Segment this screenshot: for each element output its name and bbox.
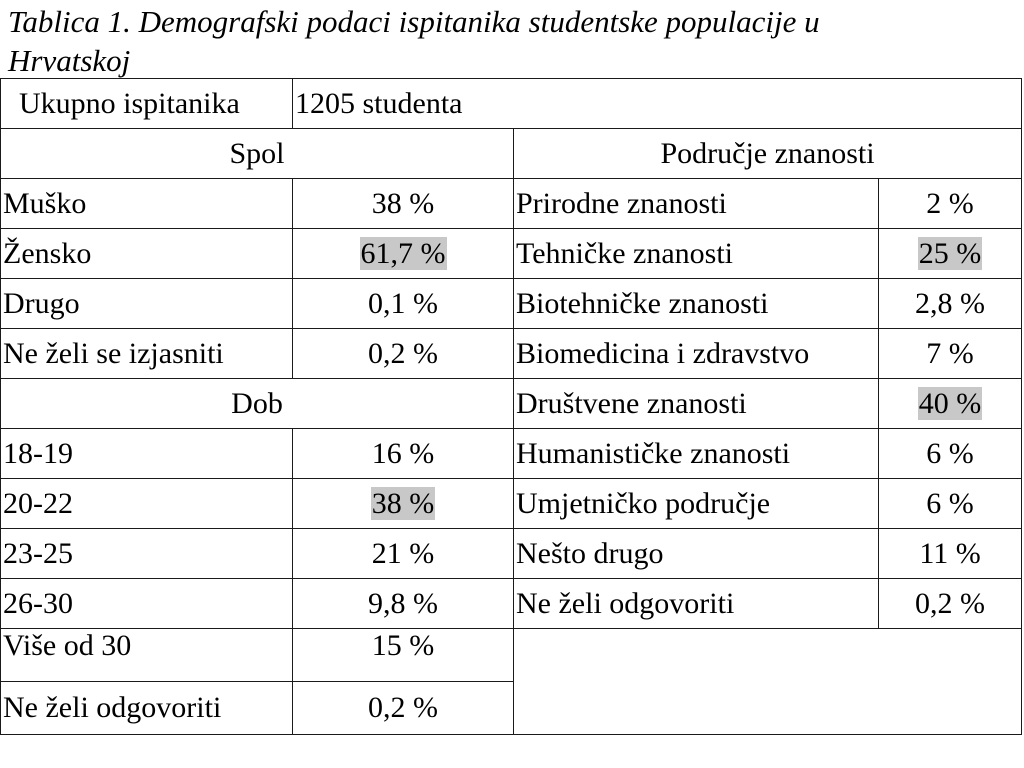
gender-label: Žensko [1, 229, 293, 279]
age-value [293, 682, 514, 735]
gender-value [293, 179, 514, 229]
empty-cell [514, 629, 1022, 735]
table-row [1, 479, 1022, 529]
age-value [293, 429, 514, 479]
field-value [879, 379, 1022, 429]
field-value [879, 279, 1022, 329]
value-text-highlighted: 40 % [918, 386, 982, 420]
field-value [879, 529, 1022, 579]
field-label: Društvene znanosti [514, 379, 879, 429]
age-label: 26-30 [1, 579, 293, 629]
field-label: Ne želi odgovoriti [514, 579, 879, 629]
gender-label: Ne želi se izjasniti [1, 329, 293, 379]
field-value [879, 579, 1022, 629]
age-label: 20-22 [1, 479, 293, 529]
total-value: 1205 studenta [293, 79, 1022, 129]
field-label: Humanističke znanosti [514, 429, 879, 479]
age-header: Dob [1, 379, 514, 429]
value-text: 2,8 % [915, 286, 986, 320]
value-text: 2 % [926, 186, 974, 220]
age-label: Više od 30 [1, 629, 293, 682]
value-text-highlighted: 25 % [918, 236, 982, 270]
table-row [1, 279, 1022, 329]
gender-value [293, 229, 514, 279]
value-text: 38 % [371, 186, 435, 220]
value-text: 21 % [371, 536, 435, 570]
value-text: 0,1 % [368, 286, 438, 320]
caption-line-2: Hrvatskoj [8, 43, 131, 78]
total-label: Ukupno ispitanika [1, 79, 293, 129]
gender-value [293, 329, 514, 379]
field-value [879, 179, 1022, 229]
gender-label: Drugo [1, 279, 293, 329]
field-label: Prirodne znanosti [514, 179, 879, 229]
age-label: Ne želi odgovoriti [1, 682, 293, 735]
table-row [1, 329, 1022, 379]
age-label: 23-25 [1, 529, 293, 579]
age-value [293, 579, 514, 629]
value-text-highlighted: 61,7 % [360, 236, 446, 270]
value-text: 16 % [371, 436, 435, 470]
table-caption [8, 2, 1008, 80]
age-value [293, 629, 514, 682]
value-text: 11 % [919, 536, 981, 570]
value-text: 6 % [926, 486, 974, 520]
field-header: Područje znanosti [514, 129, 1022, 179]
value-text: 6 % [926, 436, 974, 470]
age-value [293, 529, 514, 579]
value-text: 9,8 % [368, 586, 438, 620]
field-label: Biotehničke znanosti [514, 279, 879, 329]
demographics-table [0, 78, 1022, 735]
table-row [1, 629, 1022, 682]
field-label: Umjetničko područje [514, 479, 879, 529]
field-label: Tehničke znanosti [514, 229, 879, 279]
table-row [1, 579, 1022, 629]
total-row [1, 79, 1022, 129]
field-label: Nešto drugo [514, 529, 879, 579]
age-value [293, 479, 514, 529]
gender-label: Muško [1, 179, 293, 229]
gender-value [293, 279, 514, 329]
value-text-highlighted: 38 % [371, 486, 435, 520]
field-value [879, 329, 1022, 379]
table-row [1, 429, 1022, 479]
value-text: 0,2 % [915, 586, 986, 620]
gender-header: Spol [1, 129, 514, 179]
field-value [879, 479, 1022, 529]
table-row [1, 529, 1022, 579]
field-value [879, 429, 1022, 479]
field-value [879, 229, 1022, 279]
age-label: 18-19 [1, 429, 293, 479]
table-row [1, 179, 1022, 229]
table-row [1, 229, 1022, 279]
field-label: Biomedicina i zdravstvo [514, 329, 879, 379]
value-text: 7 % [926, 336, 974, 370]
section-header-row [1, 129, 1022, 179]
value-text: 0,2 % [368, 691, 438, 724]
table-row [1, 379, 1022, 429]
caption-line-1: Tablica 1. Demografski podaci ispitanika studentske populacije u [8, 4, 820, 39]
value-text: 15 % [371, 629, 435, 662]
value-text: 0,2 % [368, 336, 438, 370]
